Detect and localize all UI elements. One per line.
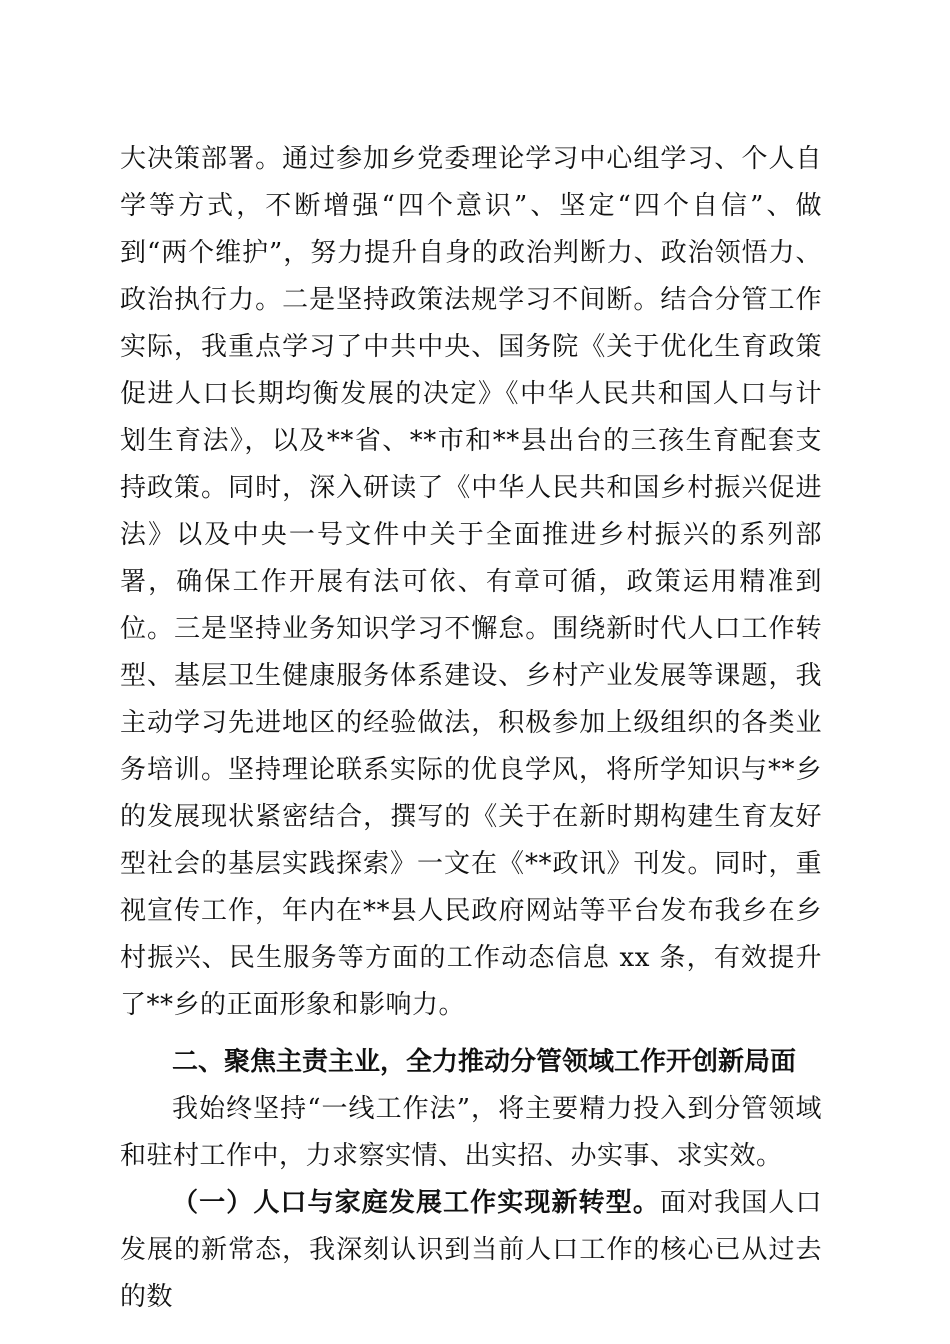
- document-body: [120, 136, 822, 1321]
- section-heading: 二、聚焦主责主业，全力推动分管领域工作开创新局面: [172, 1047, 797, 1077]
- subsection-lead: （一）人口与家庭发展工作实现新转型。: [172, 1188, 660, 1218]
- paragraph-population-work: [120, 1180, 822, 1321]
- paragraph-study-work: 大决策部署。通过参加乡党委理论学习中心组学习、个人自学等方式，不断增强“四个意识”、坚定“四个自信”、做到“两个维护”，努力提升自身的政治判断力、政治领悟力、政治执行力。二是坚持政策法规学习不间断。结合分管工作实际，我重点学习了中共中央、国务院《关于优化生育政策促进人口长期均衡发展的决定》《中华人民共和国人口与计划生育法》，以及**省、**市和**县出台的三孩生育配套支持政策。同时，深入研读了《中华人民共和国乡村振兴促进法》以及中央一号文件中关于全面推进乡村振兴的系列部署，确保工作开展有法可依、有章可循，政策运用精准到位。三是坚持业务知识学习不懈怠。围绕新时代人口工作转型、基层卫生健康服务体系建设、乡村产业发展等课题，我主动学习先进地区的经验做法，积极参加上级组织的各类业务培训。坚持理论联系实际的优良学风，将所学知识与**乡的发展现状紧密结合，撰写的《关于在新时期构建生育友好型社会的基层实践探索》一文在《**政讯》刊发。同时，重视宣传工作，年内在**县人民政府网站等平台发布我乡在乡村振兴、民生服务等方面的工作动态信息 xx 条，有效提升了**乡的正面形象和影响力。: [120, 144, 822, 1020]
- paragraph-frontline-method: 我始终坚持“一线工作法”，将主要精力投入到分管领域和驻村工作中，力求察实情、出实招、办实事、求实效。: [120, 1094, 822, 1171]
- paragraph-population-text: 面对我国人口发展的新常态，我深刻认识到当前人口工作的核心已从过去的数: [120, 1188, 822, 1312]
